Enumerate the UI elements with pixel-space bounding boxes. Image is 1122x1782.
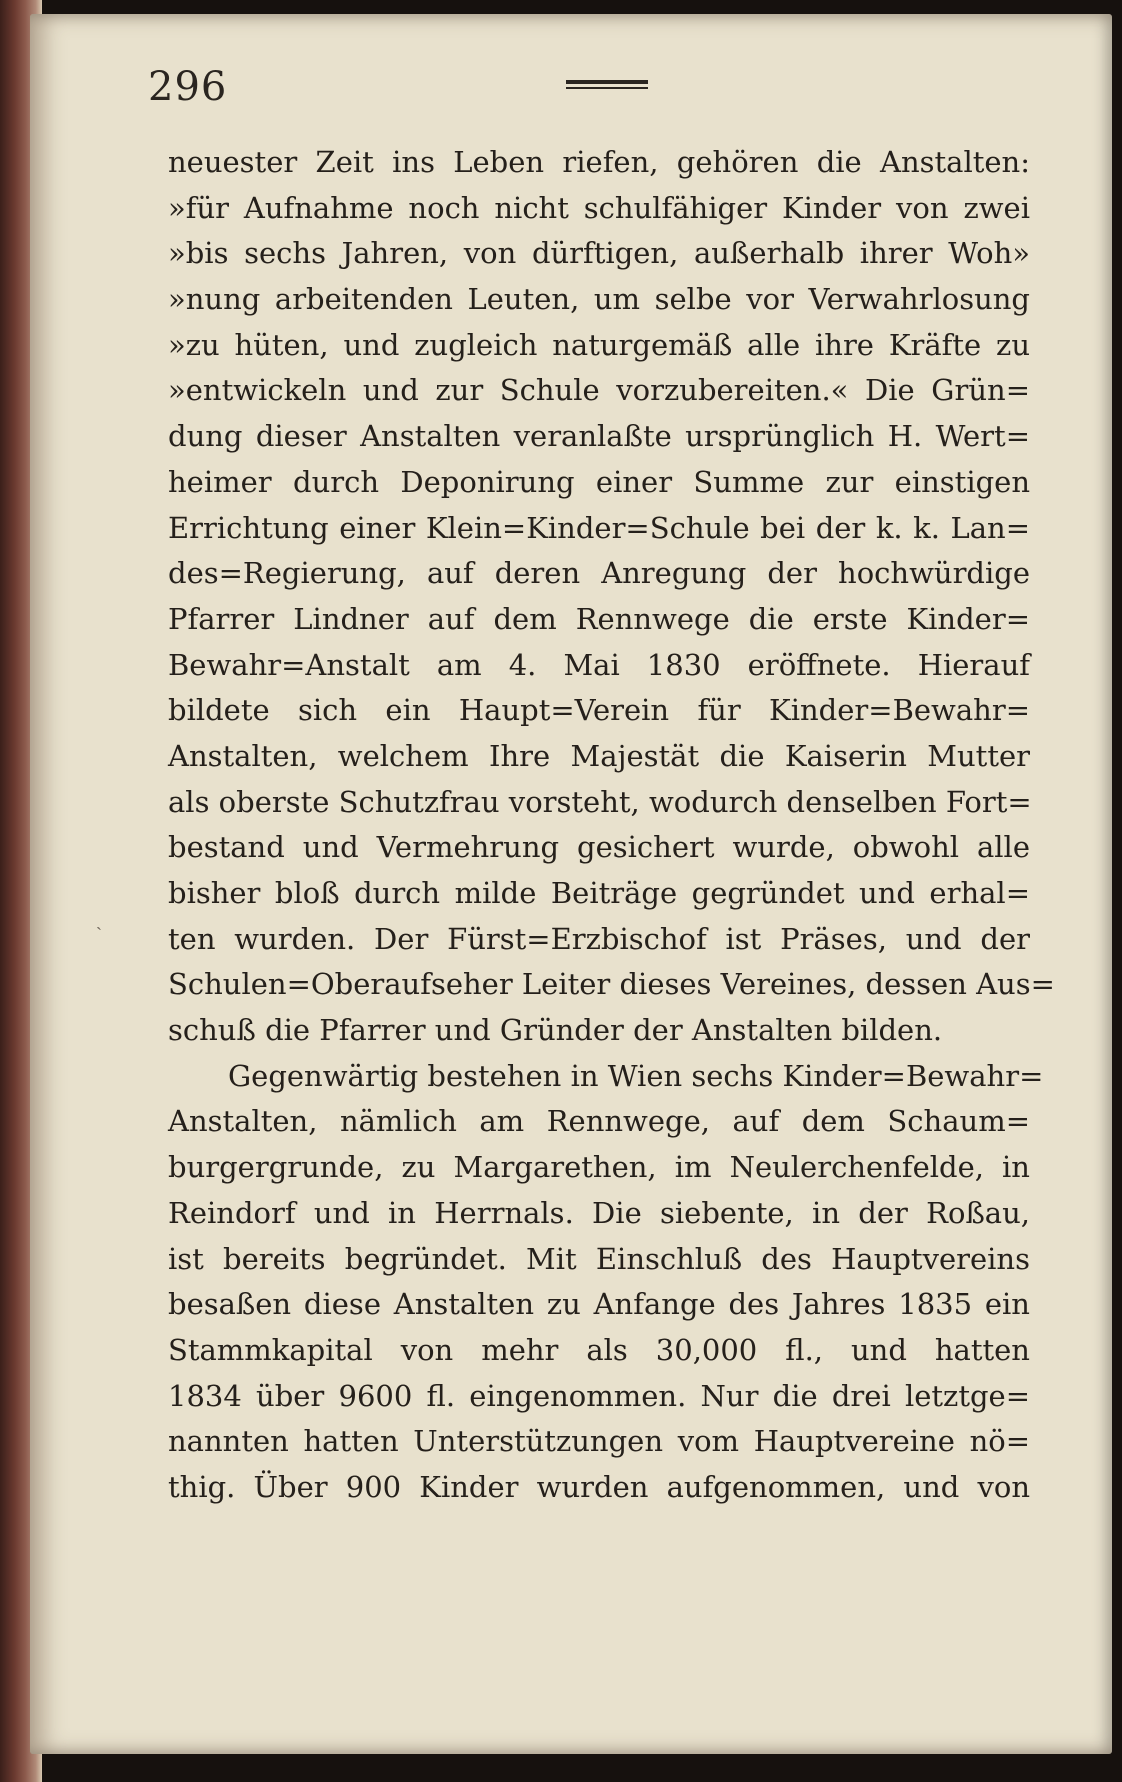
text-line: burgergrunde, zu Margarethen, im Neulerchenfelde, in [168,1150,1030,1185]
text-line: Pfarrer Lindner auf dem Rennwege die erste Kinder= [168,601,1030,636]
header-rule-thick [566,80,648,84]
text-line: thig. Über 900 Kinder wurden aufgenommen, und von [168,1469,1030,1504]
text-line: Gegenwärtig bestehen in Wien sechs Kinder=Bewahr= [228,1058,1044,1093]
text-line: als oberste Schutzfrau vorsteht, wodurch denselben Fort= [168,784,1032,819]
header-rule [566,80,648,92]
text-line: »zu hüten, und zugleich naturgemäß alle ihre Kräfte zu [168,327,1030,362]
text-line: Reindorf und in Herrnals. Die siebente, in der Roßau, [168,1195,1030,1230]
text-line: Bewahr=Anstalt am 4. Mai 1830 eröffnete. Hierauf [168,647,1030,682]
text-line: Anstalten, nämlich am Rennwege, auf dem Schaum= [168,1104,1030,1139]
text-line: »entwickeln und zur Schule vorzubereiten.« Die Grün= [168,373,1030,408]
text-line: Stammkapital von mehr als 30,000 fl., und hatten [168,1332,1030,1367]
text-line: des=Regierung, auf deren Anregung der hochwürdige [168,556,1030,591]
margin-mark: ˏ [96,910,102,931]
text-line: 1834 über 9600 fl. eingenommen. Nur die drei letztge= [168,1378,1030,1413]
text-line: bestand und Vermehrung gesichert wurde, obwohl alle [168,830,1030,865]
text-line: Errichtung einer Klein=Kinder=Schule bei der k. k. Lan= [168,510,1030,545]
text-line: nannten hatten Unterstützungen vom Hauptvereine nö= [168,1424,1030,1459]
text-line: besaßen diese Anstalten zu Anfange des Jahres 1835 ein [168,1287,1030,1322]
text-line: schuß die Pfarrer und Gründer der Anstalten bilden. [168,1013,943,1048]
text-line: neuester Zeit ins Leben riefen, gehören die Anstalten: [168,145,1030,179]
text-line: »bis sechs Jahren, von dürftigen, außerhalb ihrer Woh» [168,236,1030,271]
text-line: ist bereits begründet. Mit Einschluß des Hauptvereins [168,1241,1030,1276]
text-line: »für Aufnahme noch nicht schulfähiger Kinder von zwei [168,190,1030,225]
header-rule-thin [566,87,648,89]
text-line: ten wurden. Der Fürst=Erzbischof ist Präses, und der [168,921,1030,956]
text-line: »nung arbeitenden Leuten, um selbe vor Verwahrlosung [168,282,1030,317]
text-line: Schulen=Oberaufseher Leiter dieses Vereines, dessen Aus= [168,967,1055,1002]
text-line: heimer durch Deponirung einer Summe zur einstigen [168,464,1030,499]
text-line: Anstalten, welchem Ihre Majestät die Kaiserin Mutter [168,738,1030,773]
body-text [168,140,1055,1511]
page-number: 296 [148,64,228,110]
text-line: bisher bloß durch milde Beiträge gegründet und erhal= [168,876,1030,910]
text-line: bildete sich ein Haupt=Verein für Kinder=Bewahr= [168,693,1030,728]
text-line: dung dieser Anstalten veranlaßte ursprünglich H. Wert= [168,419,1030,454]
